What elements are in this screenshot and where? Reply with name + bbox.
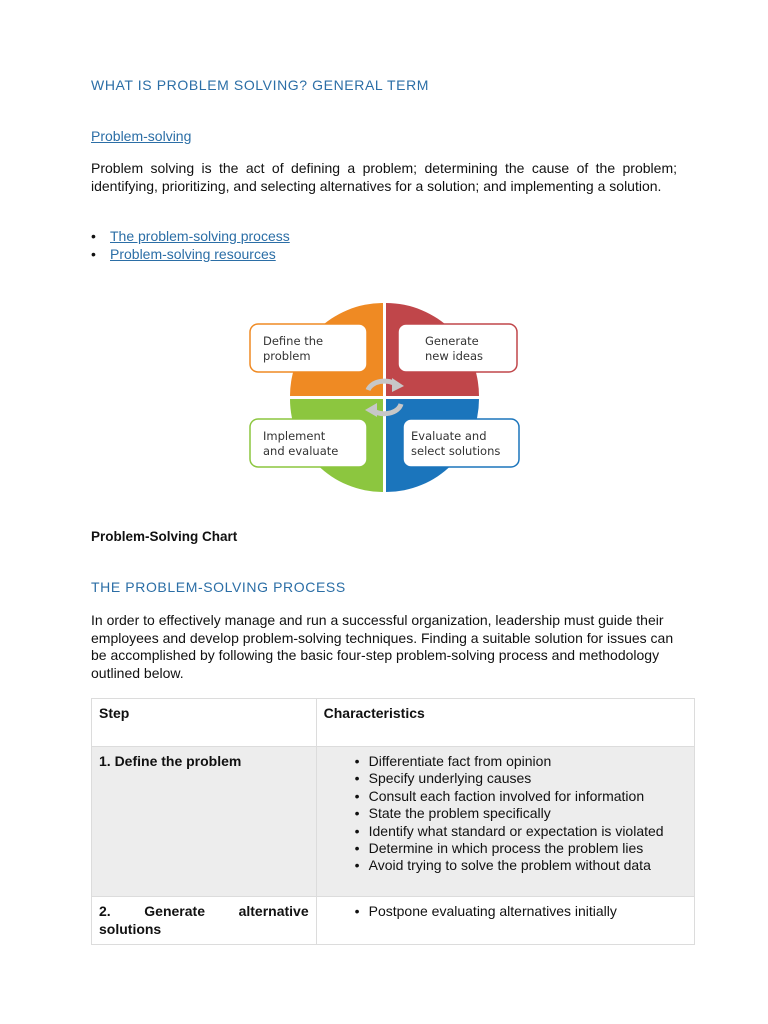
list-item bbox=[324, 840, 687, 857]
step-cell bbox=[92, 897, 317, 945]
bullet-icon: • bbox=[354, 787, 360, 804]
list-item bbox=[324, 753, 687, 770]
bullet-icon: • bbox=[354, 822, 360, 839]
define-label-line2: problem bbox=[263, 349, 311, 363]
label-box-generate bbox=[398, 324, 517, 372]
characteristic-text: Postpone evaluating alternatives initially bbox=[368, 903, 617, 919]
bullet-icon: • bbox=[91, 245, 96, 262]
list-item bbox=[324, 823, 687, 840]
characteristic-text: Identify what standard or expectation is violated bbox=[368, 822, 664, 839]
resources-link[interactable]: Problem-solving resources bbox=[110, 245, 276, 262]
evaluate-label-line1: Evaluate and bbox=[411, 429, 487, 443]
table-header-row bbox=[92, 699, 695, 747]
problem-solving-term-link[interactable]: Problem-solving bbox=[91, 128, 192, 144]
characteristics-list bbox=[324, 903, 687, 920]
section-paragraph: In order to effectively manage and run a successful organization, leadership must guide their employees and develop problem-solving techniques. Finding a suitable solution for issues can be accomplished by following the basic four-step problem-solving process and methodology outlined below. bbox=[91, 612, 674, 681]
bullet-icon: • bbox=[354, 840, 360, 857]
characteristic-text: State the problem specifically bbox=[368, 805, 551, 822]
step-label: 1. Define the problem bbox=[99, 753, 242, 769]
characteristics-list bbox=[324, 753, 687, 875]
page-title: WHAT IS PROBLEM SOLVING? GENERAL TERM bbox=[91, 77, 430, 93]
generate-label-line2: new ideas bbox=[425, 349, 484, 363]
resource-links-list bbox=[91, 228, 290, 263]
list-item bbox=[324, 857, 687, 874]
generate-label-line1: Generate bbox=[425, 334, 479, 348]
label-box-evaluate bbox=[403, 419, 519, 467]
evaluate-label-line2: select solutions bbox=[411, 444, 501, 458]
header-step: Step bbox=[99, 705, 130, 721]
table-row bbox=[92, 897, 695, 945]
process-steps-table bbox=[91, 698, 695, 945]
list-item bbox=[91, 246, 290, 264]
list-item bbox=[324, 770, 687, 787]
bullet-icon: • bbox=[354, 857, 360, 874]
label-box-define bbox=[250, 324, 367, 372]
step-label: 2. Generate alternative solutions bbox=[99, 903, 309, 937]
bullet-icon: • bbox=[91, 228, 96, 244]
list-item bbox=[324, 903, 687, 920]
bullet-icon: • bbox=[354, 770, 360, 787]
intro-paragraph: Problem solving is the act of defining a problem; determining the cause of the problem; identifying, prioritizing, and selecting alternatives for a solution; and implementing a solution. bbox=[91, 160, 677, 194]
bullet-icon: • bbox=[354, 753, 360, 769]
label-box-implement bbox=[250, 419, 367, 467]
characteristic-text: Consult each faction involved for information bbox=[368, 787, 645, 804]
list-item bbox=[324, 805, 687, 822]
bullet-icon: • bbox=[354, 805, 360, 822]
header-cell bbox=[316, 699, 694, 747]
process-link[interactable]: The problem-solving process bbox=[110, 228, 290, 244]
implement-label-line2: and evaluate bbox=[263, 444, 339, 458]
list-item bbox=[91, 228, 290, 246]
table-row bbox=[92, 747, 695, 897]
header-characteristics: Characteristics bbox=[323, 705, 425, 721]
characteristics-cell bbox=[316, 747, 694, 897]
define-label-line1: Define the bbox=[263, 334, 324, 348]
header-cell bbox=[92, 699, 317, 747]
characteristic-text: Avoid trying to solve the problem without data bbox=[368, 857, 651, 874]
characteristics-cell bbox=[316, 897, 694, 945]
bullet-icon: • bbox=[354, 903, 360, 919]
step-cell bbox=[92, 747, 317, 897]
problem-solving-cycle-diagram bbox=[247, 300, 522, 492]
section-heading: THE PROBLEM-SOLVING PROCESS bbox=[91, 579, 346, 595]
characteristic-text: Specify underlying causes bbox=[368, 770, 532, 787]
list-item bbox=[324, 788, 687, 805]
diagram-caption: Problem-Solving Chart bbox=[91, 529, 238, 544]
implement-label-line1: Implement bbox=[263, 429, 326, 443]
characteristic-text: Determine in which process the problem lies bbox=[368, 840, 644, 857]
characteristic-text: Differentiate fact from opinion bbox=[368, 753, 552, 769]
